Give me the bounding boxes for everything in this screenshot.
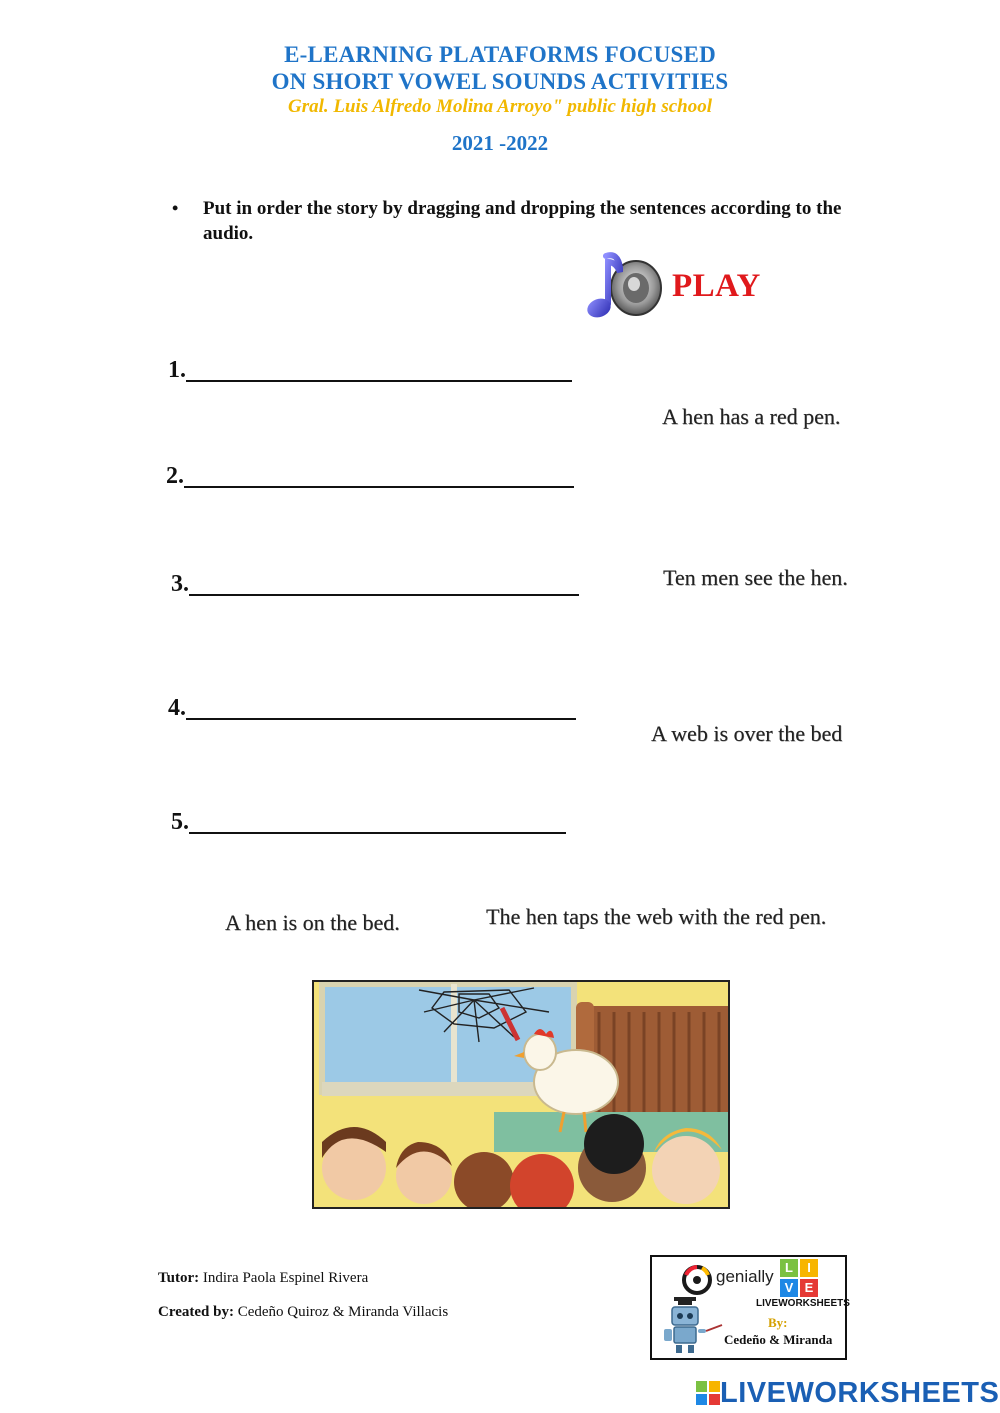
draggable-sentence[interactable]: Ten men see the hen. xyxy=(663,565,848,590)
audio-play-button[interactable] xyxy=(584,248,774,324)
drop-line[interactable] xyxy=(189,810,566,834)
tutor-credit xyxy=(158,1270,368,1287)
slot-number: 1. xyxy=(168,357,186,383)
instruction-bullet: • xyxy=(172,198,179,218)
robot-teacher-icon xyxy=(660,1295,726,1355)
answer-slot-4[interactable] xyxy=(168,696,576,720)
play-label: PLAY xyxy=(672,267,761,304)
slot-number: 4. xyxy=(168,695,186,721)
liveworksheets-brand xyxy=(696,1375,999,1411)
tutor-label: Tutor: xyxy=(158,1270,200,1286)
school-year: 2021 -2022 xyxy=(451,131,549,155)
drop-line[interactable] xyxy=(186,358,572,382)
genially-logo-icon xyxy=(682,1265,712,1295)
slot-number: 5. xyxy=(171,809,189,835)
answer-slot-3[interactable] xyxy=(171,572,579,596)
answer-slot-1[interactable] xyxy=(168,358,572,382)
answer-slot-2[interactable] xyxy=(166,464,574,488)
liveworksheets-small-label: LIVEWORKSHEETS xyxy=(756,1298,850,1309)
live-tile-icon: L I V E xyxy=(780,1259,818,1297)
genially-wordmark: genially xyxy=(716,1267,774,1286)
created-names: Cedeño Quiroz & Miranda Villacis xyxy=(237,1304,449,1320)
answer-slot-5[interactable] xyxy=(171,810,566,834)
instruction-text: Put in order the story by dragging and dropping the sentences according to the audio. xyxy=(203,198,842,244)
tutor-name: Indira Paola Espinel Rivera xyxy=(202,1270,369,1286)
slot-number: 3. xyxy=(171,571,189,597)
genially-liveworksheets-logo xyxy=(650,1255,850,1360)
drop-line[interactable] xyxy=(184,464,574,488)
story-illustration xyxy=(312,980,730,1209)
draggable-sentence[interactable]: A hen is on the bed. xyxy=(225,910,400,935)
title-line-2: ON SHORT VOWEL SOUNDS ACTIVITIES xyxy=(271,69,729,94)
liveworksheets-wordmark: LIVEWORKSHEETS xyxy=(720,1376,1000,1409)
draggable-sentence[interactable]: The hen taps the web with the red pen. xyxy=(486,904,827,929)
slot-number: 2. xyxy=(166,463,184,489)
by-label: By: xyxy=(768,1315,788,1330)
drop-line[interactable] xyxy=(186,696,576,720)
created-label: Created by: xyxy=(158,1304,234,1320)
music-note-speaker-icon xyxy=(584,248,666,324)
title-line-1: E-LEARNING PLATAFORMS FOCUSED xyxy=(284,42,716,67)
school-name: Gral. Luis Alfredo Molina Arroyo" public high school xyxy=(287,96,713,117)
live-tile-brand-icon xyxy=(696,1381,720,1405)
logo-authors: Cedeño & Miranda xyxy=(724,1332,833,1347)
draggable-sentence[interactable]: A hen has a red pen. xyxy=(662,404,841,429)
draggable-sentence[interactable]: A web is over the bed xyxy=(651,721,843,746)
created-by-credit xyxy=(158,1304,448,1321)
drop-line[interactable] xyxy=(189,572,579,596)
